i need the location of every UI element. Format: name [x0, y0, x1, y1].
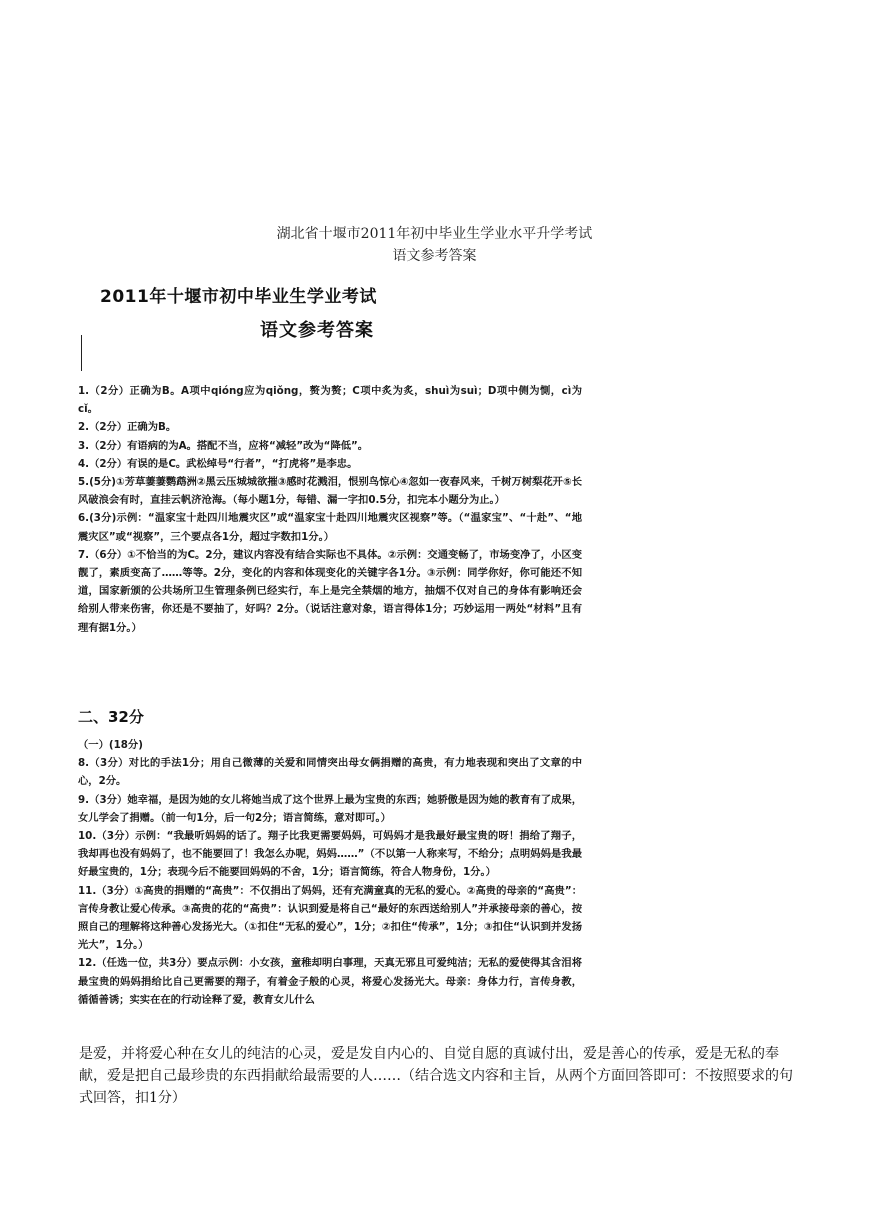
- answer-10: 10.（3分）示例：“我最听妈妈的话了。翔子比我更需要妈妈，可妈妈才是我最好最宝贵的呀！捐给了翔子，我却再也没有妈妈了，也不能要回了！我怎么办呢，妈妈……”（不以第一人称来写，不给分；点明妈妈是我最好最宝贵的，1分；表现今后不能要回妈妈的不舍，1分；语言简练，符合人物身份，1分。）: [78, 830, 582, 879]
- answer-12: 12.（任选一位，共3分）要点示例：小女孩，童稚却明白事理，天真无邪且可爱纯洁；无私的爱使得其含泪将最宝贵的妈妈捐给比自己更需要的翔子，有着金子般的心灵，将爱心发扬光大。母亲：身体力行，言传身教，循循善诱；实实在在的行动诠释了爱，教育女儿什么: [78, 957, 582, 1006]
- answer-7: 7.（6分）①不恰当的为C。2分，建议内容没有结合实际也不具体。②示例：交通变畅了，市场变净了，小区变靓了，素质变高了……等等。2分，变化的内容和体现变化的关键字各1分。③示例：同学你好，你可能还不知道，国家新颁的公共场所卫生管理条例已经实行，车上是完全禁烟的地方，抽烟不仅对自己的身体有影响还会给别人带来伤害，你还是不要抽了，好吗？2分。（说话注意对象，语言得体1分；巧妙运用一两处“材料”且有理有据1分。）: [78, 548, 582, 634]
- answer-6: 6.(3分)示例：“温家宝十赴四川地震灾区”或“温家宝十赴四川地震灾区视察”等。（“温家宝”、“十赴”、“地震灾区”或“视察”，三个要点各1分，超过字数扣1分。）: [78, 512, 582, 543]
- scan-subtitle: 语文参考答案: [260, 320, 374, 341]
- answers-part-one: [78, 382, 582, 637]
- answer-2: 2.（2分）正确为B。: [78, 421, 177, 434]
- section-heading: 二、32分: [78, 708, 144, 726]
- answer-9: 9.（3分）她幸福，是因为她的女儿将她当成了这个世界上最为宝贵的东西；她骄傲是因为她的教育有了成果，女儿学会了捐赠。（前一句1分，后一句2分；语言简练，意对即可。）: [78, 793, 582, 824]
- subsection-label: （一）(18分): [78, 739, 143, 751]
- answer-1: 1.（2分）正确为B。A项中qióng应为qiǒng，赘为赘；C项中炙为炙，shuì为suì；D项中侧为惻，cì为cǐ。: [78, 385, 582, 416]
- answer-8: 8.（3分）对比的手法1分；用自己微薄的关爱和同情突出母女俩捐赠的高贵，有力地表现和突出了文章的中心，2分。: [78, 757, 582, 788]
- scanned-answer-sheet: [78, 272, 590, 1032]
- answer-5: 5.(5分)①芳草萋萋鹦鹉洲②黑云压城城欲摧③感时花溅泪，恨别鸟惊心④忽如一夜春风来，千树万树梨花开⑤长风破浪会有时，直挂云帆济沧海。（每小题1分，每错、漏一字扣0.5分，扣完本小题分为止。）: [78, 476, 582, 507]
- answer-4: 4.（2分）有误的是C。武松绰号“行者”，“打虎将”是李忠。: [78, 457, 358, 470]
- continuation-text: 是爱，并将爱心种在女儿的纯洁的心灵，爱是发自内心的、自觉自愿的真诚付出，爱是善心的传承，爱是无私的奉献，爱是把自己最珍贵的东西捐献给最需要的人……（结合选文内容和主旨，从两个方面回答即可：不按照要求的句式回答，扣1分）: [79, 1046, 793, 1106]
- margin-mark: [81, 335, 82, 371]
- document-header-line2: 语文参考答案: [392, 248, 477, 264]
- scan-title: 2011年十堰市初中毕业生学业考试: [100, 287, 377, 307]
- answers-part-two: [78, 736, 582, 1009]
- document-header-line1: 湖北省十堰市2011年初中毕业生学业水平升学考试: [276, 226, 593, 242]
- answer-3: 3.（2分）有语病的为A。搭配不当，应将“减轻”改为“降低”。: [78, 439, 369, 452]
- answer-11: 11.（3分）①高贵的捐赠的“高贵”：不仅捐出了妈妈，还有充满童真的无私的爱心。②高贵的母亲的“高贵”：言传身教让爱心传承。③高贵的花的“高贵”：认识到爱是将自己“最好的东西送给别人”并承接母亲的善心，按照自己的理解将这种善心发扬光大。（①扣住“无私的爱心”，1分；②扣住“传承”，1分；③扣住“认识到并发扬光大”，1分。）: [78, 884, 582, 952]
